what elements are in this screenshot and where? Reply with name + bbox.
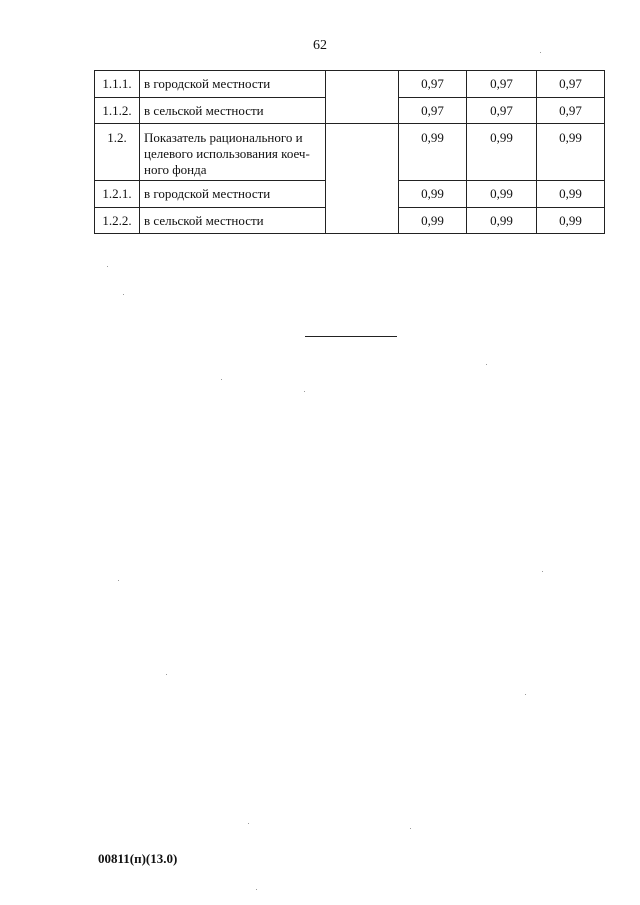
indicator-name-line: целевого использования коеч-: [144, 146, 310, 161]
scan-speck: [107, 266, 108, 267]
row-number: 1.1.2.: [95, 98, 140, 124]
value-cell: 0,97: [399, 98, 467, 124]
page-number: 62: [313, 38, 327, 53]
scan-speck: [542, 571, 543, 572]
value-cell: 0,99: [399, 181, 467, 208]
scan-speck: [304, 391, 305, 392]
value-cell: 0,99: [399, 124, 467, 181]
scan-speck: [540, 52, 541, 53]
row-number: 1.2.: [95, 124, 140, 181]
row-number: 1.1.1.: [95, 71, 140, 98]
value-cell: 0,99: [537, 124, 605, 181]
empty-cell: [326, 71, 399, 124]
indicator-name-line: Показатель рационального и: [144, 130, 303, 145]
scan-speck: [123, 294, 124, 295]
indicator-name: в сельской местности: [140, 208, 326, 234]
value-cell: 0,99: [537, 181, 605, 208]
value-cell: 0,99: [467, 124, 537, 181]
value-cell: 0,97: [467, 98, 537, 124]
value-cell: 0,97: [537, 71, 605, 98]
value-cell: 0,97: [537, 98, 605, 124]
table-row: [95, 71, 605, 98]
value-cell: 0,99: [399, 208, 467, 234]
value-cell: 0,97: [467, 71, 537, 98]
section-divider: [305, 336, 397, 337]
value-cell: 0,99: [537, 208, 605, 234]
indicator-name: в сельской местности: [140, 98, 326, 124]
scan-speck: [256, 889, 257, 890]
scan-speck: [248, 823, 249, 824]
indicator-name: в городской местности: [140, 71, 326, 98]
value-cell: 0,99: [467, 181, 537, 208]
indicator-name: [140, 124, 326, 181]
scan-speck: [118, 580, 119, 581]
scan-speck: [410, 828, 411, 829]
indicator-table: [94, 70, 605, 234]
value-cell: 0,99: [467, 208, 537, 234]
scan-speck: [166, 674, 167, 675]
scan-speck: [525, 694, 526, 695]
scan-speck: [486, 364, 487, 365]
scan-speck: [221, 379, 222, 380]
indicator-name-line: ного фонда: [144, 162, 207, 177]
document-code: 00811(п)(13.0): [98, 851, 178, 866]
indicator-name: в городской местности: [140, 181, 326, 208]
table-row: [95, 124, 605, 181]
row-number: 1.2.1.: [95, 181, 140, 208]
value-cell: 0,97: [399, 71, 467, 98]
empty-cell: [326, 124, 399, 234]
row-number: 1.2.2.: [95, 208, 140, 234]
